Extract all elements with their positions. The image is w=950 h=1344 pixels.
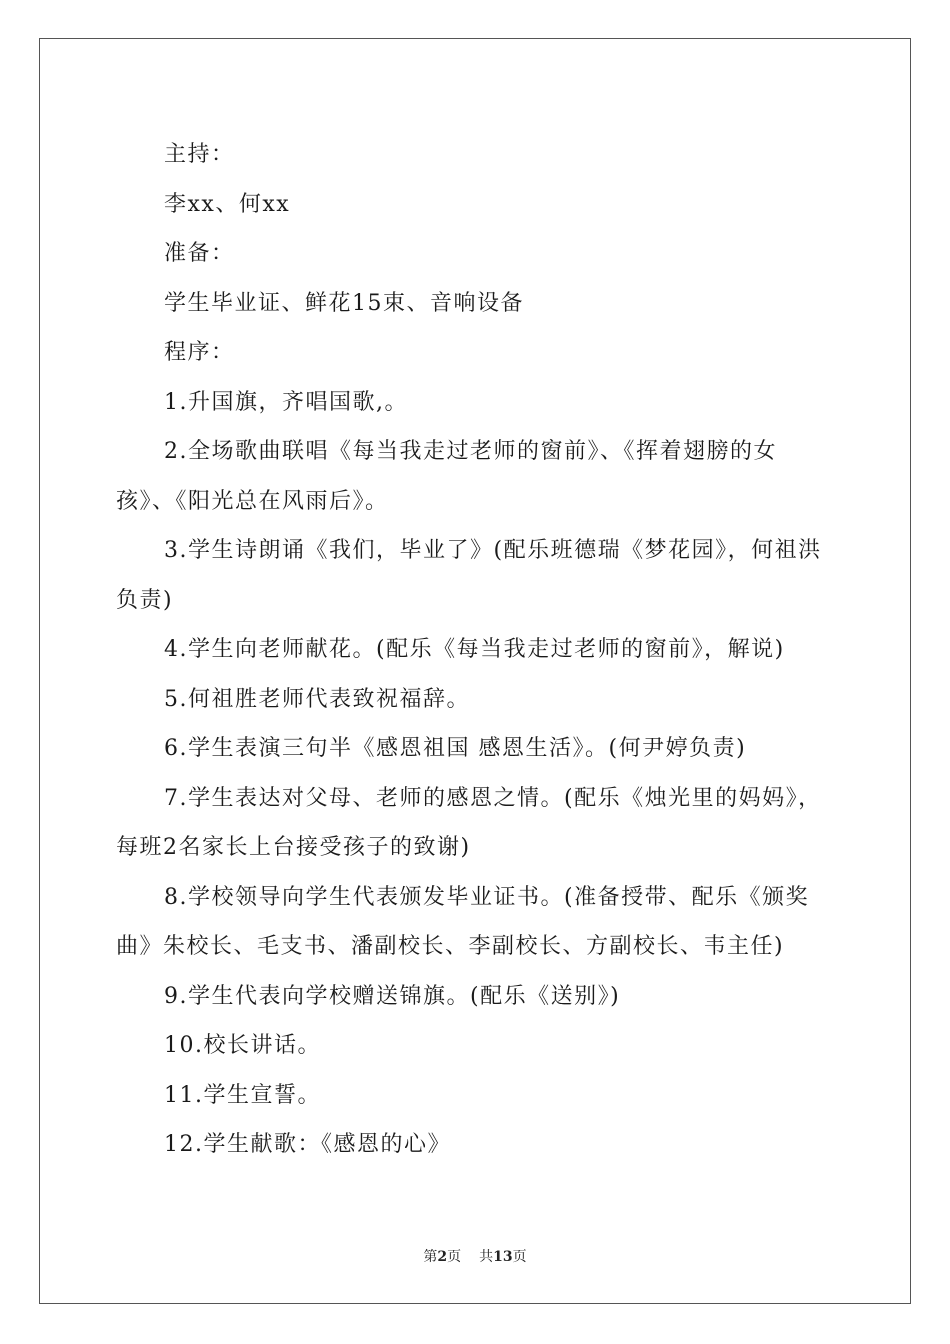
program-item-8: 8.学校领导向学生代表颁发毕业证书。(准备授带、配乐《颁奖曲》朱校长、毛支书、潘副校长、李副校长、方副校长、韦主任) — [116, 884, 810, 959]
page-footer — [0, 1246, 950, 1266]
footer-page-total: 13 — [493, 1249, 513, 1265]
program-item-10: 10.校长讲话。 — [164, 1033, 321, 1058]
paragraph-prep-items: 学生毕业证、鲜花15束、音响设备 — [164, 290, 524, 316]
footer-total-prefix: 共 — [479, 1249, 494, 1265]
footer-page-suffix: 页 — [447, 1249, 462, 1265]
program-item-9: 9.学生代表向学校赠送锦旗。(配乐《送别》) — [164, 983, 621, 1009]
program-item-1: 1.升国旗，齐唱国歌,。 — [164, 389, 408, 415]
program-item-4: 4.学生向老师献花。(配乐《每当我走过老师的窗前》，解说) — [164, 637, 785, 662]
paragraph-host-label: 主持： — [164, 142, 235, 167]
program-item-11: 11.学生宣誓。 — [164, 1082, 321, 1108]
paragraph-program-label: 程序： — [164, 340, 235, 365]
program-item-12: 12.学生献歌：《感恩的心》 — [164, 1132, 451, 1157]
program-item-3: 3.学生诗朗诵《我们，毕业了》(配乐班德瑞《梦花园》，何祖洪负责) — [116, 538, 822, 613]
program-item-5: 5.何祖胜老师代表致祝福辞。 — [164, 686, 470, 712]
program-item-2: 2.全场歌曲联唱《每当我走过老师的窗前》、《挥着翅膀的女孩》、《阳光总在风雨后》。 — [116, 439, 777, 514]
footer-page-current: 2 — [437, 1249, 448, 1265]
footer-page-prefix: 第 — [423, 1249, 438, 1265]
program-item-7: 7.学生表达对父母、老师的感恩之情。(配乐《烛光里的妈妈》，每班2名家长上台接受孩子的致谢) — [116, 785, 822, 860]
document-body — [116, 130, 836, 1170]
footer-total-suffix: 页 — [512, 1249, 527, 1265]
paragraph-host-names: 李xx、何xx — [164, 191, 291, 217]
program-item-6: 6.学生表演三句半《感恩祖国 感恩生活》。(何尹婷负责) — [164, 736, 747, 761]
paragraph-prep-label: 准备： — [164, 241, 235, 266]
